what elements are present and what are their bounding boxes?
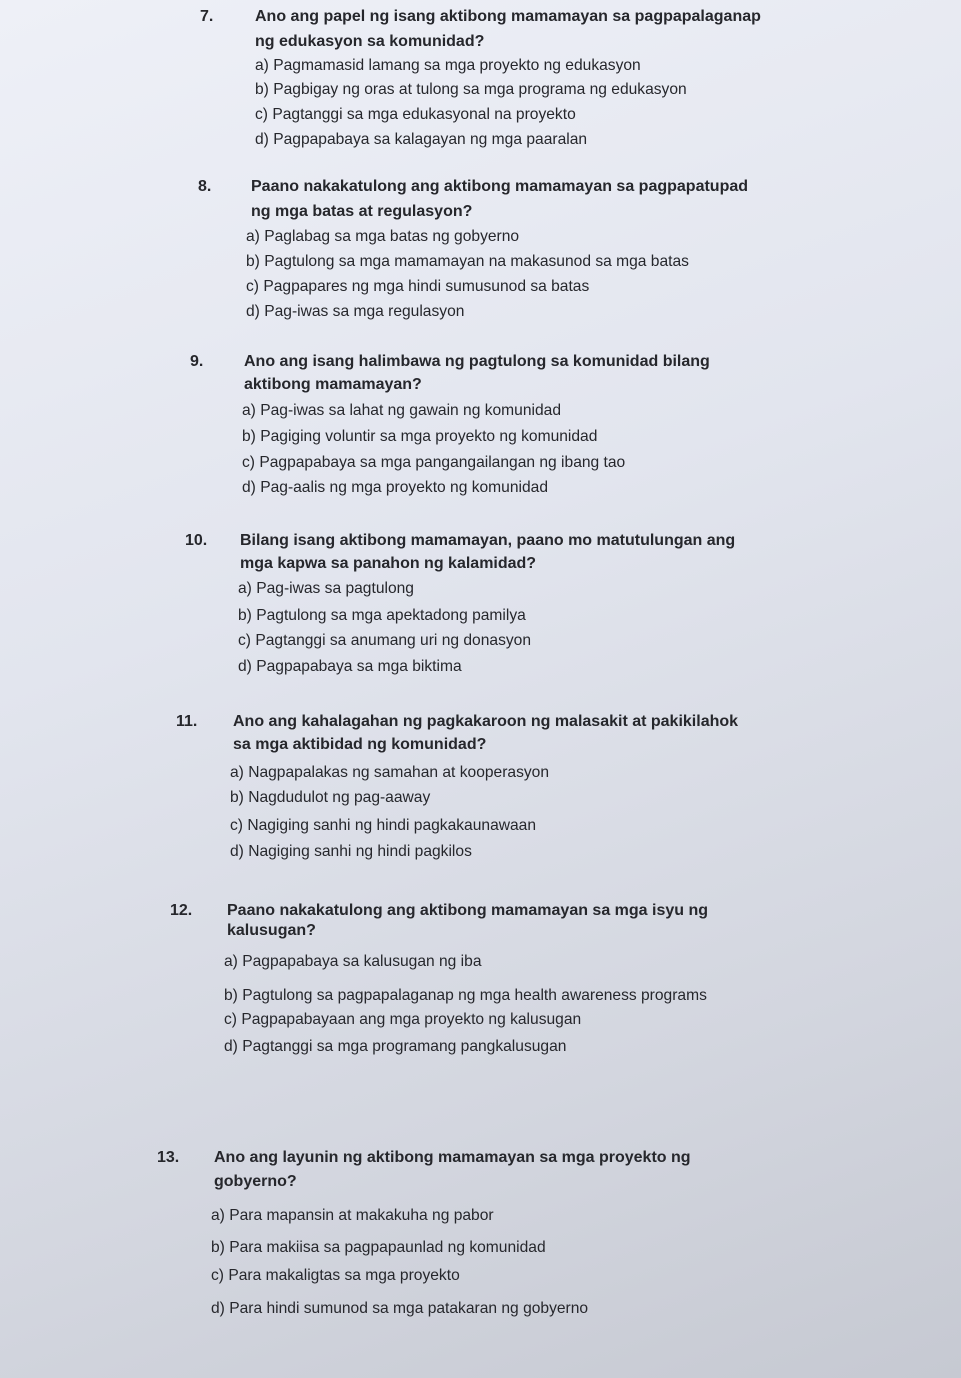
answer-option: b) Para makiisa sa pagpapaunlad ng komunidad — [211, 1239, 546, 1256]
answer-option: b) Pagbigay ng oras at tulong sa mga programa ng edukasyon — [255, 81, 687, 98]
answer-option: c) Pagtanggi sa mga edukasyonal na proyekto — [255, 106, 576, 123]
question-stem-line: Ano ang isang halimbawa ng pagtulong sa komunidad bilang — [244, 353, 710, 370]
answer-option: c) Pagpapabaya sa mga pangangailangan ng ibang tao — [242, 454, 626, 471]
question-stem-line: Ano ang papel ng isang aktibong mamamayan sa pagpapalaganap — [255, 8, 761, 25]
question-stem-line: Paano nakakatulong ang aktibong mamamayan sa pagpapatupad — [251, 178, 749, 195]
answer-option: d) Nagiging sanhi ng hindi pagkilos — [230, 843, 472, 860]
question-stem-line: kalusugan? — [227, 922, 316, 939]
answer-option: d) Para hindi sumunod sa mga patakaran ng gobyerno — [211, 1300, 589, 1317]
answer-option: b) Pagtulong sa mga mamamayan na makasunod sa mga batas — [246, 253, 689, 270]
question-number: 9. — [190, 353, 204, 370]
answer-option: b) Pagtulong sa mga apektadong pamilya — [238, 607, 526, 624]
question-stem-line: ng edukasyon sa komunidad? — [255, 33, 485, 50]
question-stem-line: gobyerno? — [214, 1173, 297, 1190]
answer-option: b) Pagtulong sa pagpapalaganap ng mga health awareness programs — [224, 987, 707, 1004]
question-stem-line: Ano ang layunin ng aktibong mamamayan sa mga proyekto ng — [214, 1149, 691, 1166]
question-stem-line: sa mga aktibidad ng komunidad? — [233, 736, 487, 753]
answer-option: a) Nagpapalakas ng samahan at kooperasyon — [230, 764, 550, 781]
answer-option: d) Pag-aalis ng mga proyekto ng komunidad — [242, 479, 548, 496]
answer-option: a) Pag-iwas sa lahat ng gawain ng komunidad — [242, 402, 562, 419]
question-number: 10. — [185, 532, 208, 549]
answer-option: a) Para mapansin at makakuha ng pabor — [211, 1207, 494, 1224]
question-number: 7. — [200, 8, 214, 25]
question-stem-line: aktibong mamamayan? — [244, 376, 422, 393]
answer-option: c) Pagpapares ng mga hindi sumusunod sa batas — [246, 278, 590, 295]
answer-option: d) Pag-iwas sa mga regulasyon — [246, 303, 465, 320]
answer-option: a) Pag-iwas sa pagtulong — [238, 580, 414, 597]
answer-option: c) Pagtanggi sa anumang uri ng donasyon — [238, 632, 532, 649]
question-number: 11. — [176, 713, 198, 730]
answer-option: b) Nagdudulot ng pag-aaway — [230, 789, 431, 806]
answer-option: c) Pagpapabayaan ang mga proyekto ng kalusugan — [224, 1011, 582, 1028]
answer-option: d) Pagtanggi sa mga programang pangkalusugan — [224, 1038, 567, 1055]
answer-option: b) Pagiging voluntir sa mga proyekto ng komunidad — [242, 428, 598, 445]
answer-option: d) Pagpapabaya sa kalagayan ng mga paaralan — [255, 131, 588, 148]
question-stem-line: Paano nakakatulong ang aktibong mamamayan sa mga isyu ng — [227, 902, 709, 919]
answer-option: c) Para makaligtas sa mga proyekto — [211, 1267, 460, 1284]
question-stem-line: mga kapwa sa panahon ng kalamidad? — [240, 555, 537, 572]
question-number: 8. — [198, 178, 212, 195]
question-number: 13. — [157, 1149, 180, 1166]
question-number: 12. — [170, 902, 193, 919]
answer-option: a) Paglabag sa mga batas ng gobyerno — [246, 228, 520, 245]
question-stem-line: Ano ang kahalagahan ng pagkakaroon ng malasakit at pakikilahok — [233, 713, 739, 730]
question-stem-line: ng mga batas at regulasyon? — [251, 203, 473, 220]
answer-option: c) Nagiging sanhi ng hindi pagkakaunawaan — [230, 817, 537, 834]
answer-option: d) Pagpapabaya sa mga biktima — [238, 658, 462, 675]
answer-option: a) Pagmamasid lamang sa mga proyekto ng edukasyon — [255, 57, 641, 74]
answer-option: a) Pagpapabaya sa kalusugan ng iba — [224, 953, 482, 970]
question-stem-line: Bilang isang aktibong mamamayan, paano mo matutulungan ang — [240, 532, 736, 549]
